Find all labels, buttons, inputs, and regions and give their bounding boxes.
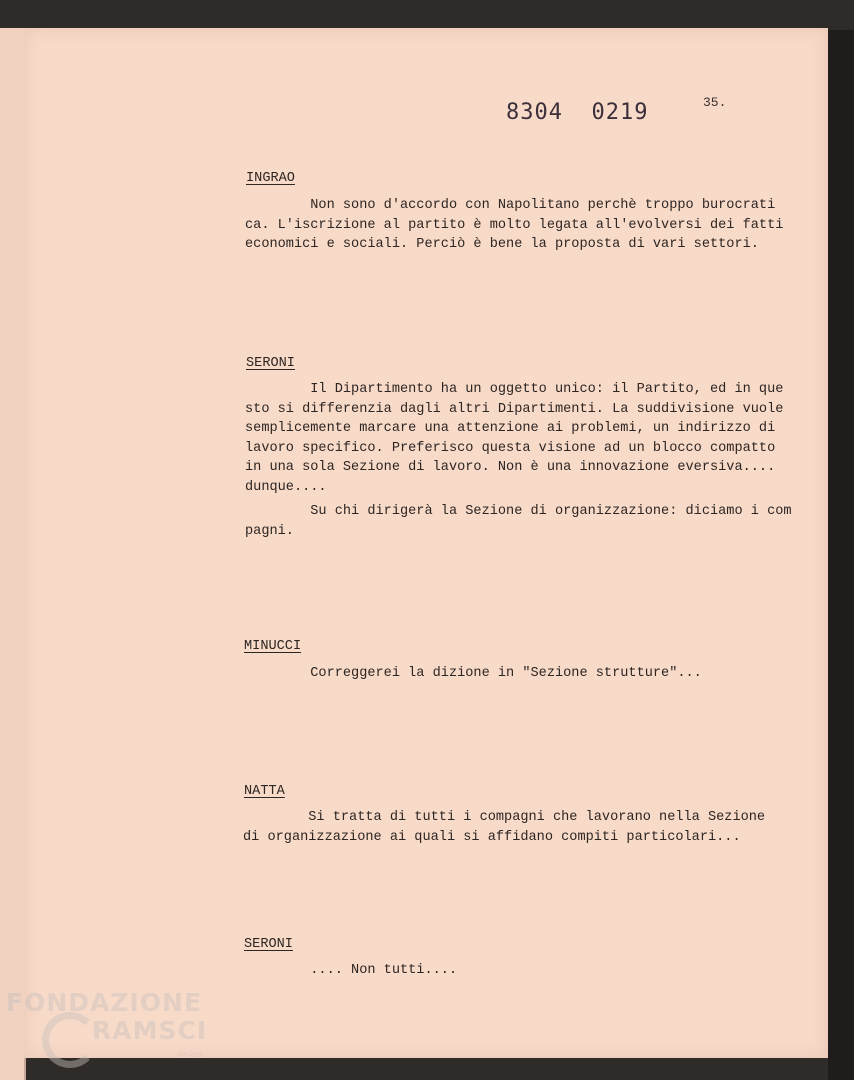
paragraph-seroni-2: Su chi dirigerà la Sezione di organizzazione: diciamo i com pagni. <box>245 504 792 539</box>
page-number: 35. <box>703 95 727 110</box>
paragraph-seroni-3: .... Non tutti.... <box>245 963 458 978</box>
watermark-sub: onlus <box>178 1050 203 1060</box>
paragraph-natta: Si tratta di tutti i compagni che lavorano nella Sezione di organizzazione ai quali si affidano compiti particolari... <box>243 810 766 845</box>
watermark-line2: RAMSCI <box>92 1016 208 1045</box>
watermark-g-logo-icon <box>42 1012 98 1068</box>
paragraph-minucci: Correggerei la dizione in "Sezione strutture"... <box>245 666 702 681</box>
speaker-natta: NATTA <box>244 784 285 799</box>
fondazione-gramsci-watermark <box>6 988 226 1078</box>
speaker-seroni: SERONI <box>246 356 295 371</box>
binding-edge <box>828 30 854 1080</box>
paragraph-ingrao: Non sono d'accordo con Napolitano perchè troppo burocrati ca. L'iscrizione al partito è molto legata all'evolversi dei fatti economici e sociali. Perciò è bene la proposta di vari settori. <box>245 198 784 252</box>
paragraph-seroni-1: Il Dipartimento ha un oggetto unico: il Partito, ed in que sto si differenzia dagli altri Dipartimenti. La suddivisione vuole semplicemente marcare una attenzione ai problemi, un indirizzo di lavoro specifico. Preferisco questa visione ad un blocco compatto in una sola Sezione di lavoro. Non è una innovazione eversiva.... dunque.... <box>245 382 784 495</box>
document-page <box>24 28 828 1058</box>
archive-number: 8304 0219 <box>506 100 649 125</box>
speaker-minucci: MINUCCI <box>244 639 302 654</box>
speaker-ingrao: INGRAO <box>246 171 295 186</box>
previous-page-edge <box>0 28 26 1080</box>
watermark-line1: FONDAZIONE <box>6 988 203 1017</box>
speaker-seroni-2: SERONI <box>244 937 293 952</box>
